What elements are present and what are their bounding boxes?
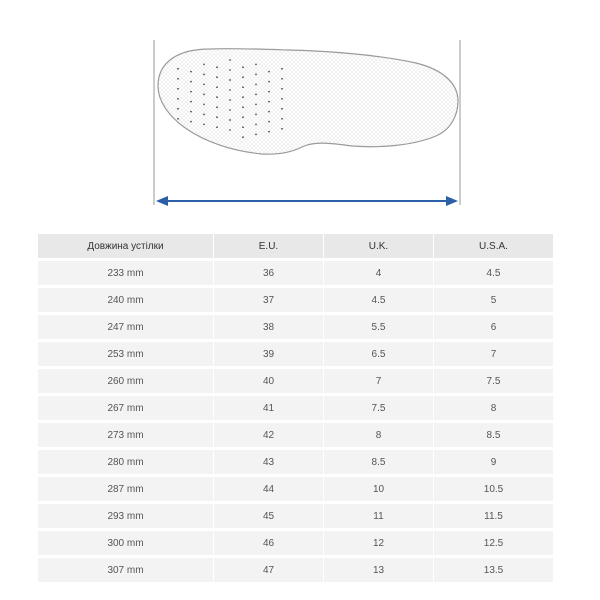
cell-eu: 39 xyxy=(213,342,323,366)
cell-usa: 4.5 xyxy=(433,261,553,285)
table-row xyxy=(38,288,553,312)
cell-usa: 9 xyxy=(433,450,553,474)
cell-eu: 37 xyxy=(213,288,323,312)
cell-uk: 8 xyxy=(323,423,433,447)
cell-insole-length: 267 mm xyxy=(38,396,213,420)
cell-usa: 10.5 xyxy=(433,477,553,501)
cell-eu: 45 xyxy=(213,504,323,528)
header-uk: U.K. xyxy=(323,234,433,258)
cell-usa: 7.5 xyxy=(433,369,553,393)
table-row xyxy=(38,531,553,555)
cell-usa: 5 xyxy=(433,288,553,312)
cell-uk: 7.5 xyxy=(323,396,433,420)
cell-usa: 11.5 xyxy=(433,504,553,528)
cell-usa: 8 xyxy=(433,396,553,420)
cell-eu: 43 xyxy=(213,450,323,474)
table-row xyxy=(38,477,553,501)
cell-usa: 13.5 xyxy=(433,558,553,582)
cell-insole-length: 293 mm xyxy=(38,504,213,528)
cell-uk: 7 xyxy=(323,369,433,393)
cell-insole-length: 273 mm xyxy=(38,423,213,447)
cell-eu: 41 xyxy=(213,396,323,420)
cell-insole-length: 287 mm xyxy=(38,477,213,501)
table-row xyxy=(38,315,553,339)
cell-uk: 10 xyxy=(323,477,433,501)
header-insole-length: Довжина устілки xyxy=(38,234,213,258)
cell-eu: 46 xyxy=(213,531,323,555)
cell-usa: 12.5 xyxy=(433,531,553,555)
table-row xyxy=(38,423,553,447)
cell-insole-length: 280 mm xyxy=(38,450,213,474)
insole-icon xyxy=(158,49,458,155)
table-row xyxy=(38,504,553,528)
insole-illustration xyxy=(0,0,600,220)
cell-eu: 38 xyxy=(213,315,323,339)
cell-eu: 36 xyxy=(213,261,323,285)
cell-uk: 13 xyxy=(323,558,433,582)
cell-eu: 44 xyxy=(213,477,323,501)
cell-eu: 40 xyxy=(213,369,323,393)
table-row xyxy=(38,369,553,393)
cell-insole-length: 307 mm xyxy=(38,558,213,582)
length-arrow-icon xyxy=(156,196,458,206)
cell-usa: 6 xyxy=(433,315,553,339)
cell-insole-length: 300 mm xyxy=(38,531,213,555)
header-usa: U.S.A. xyxy=(433,234,553,258)
cell-insole-length: 253 mm xyxy=(38,342,213,366)
cell-eu: 42 xyxy=(213,423,323,447)
table-header-row xyxy=(38,234,553,258)
cell-eu: 47 xyxy=(213,558,323,582)
table-row xyxy=(38,396,553,420)
cell-uk: 12 xyxy=(323,531,433,555)
cell-usa: 7 xyxy=(433,342,553,366)
header-eu: E.U. xyxy=(213,234,323,258)
cell-uk: 5.5 xyxy=(323,315,433,339)
cell-uk: 8.5 xyxy=(323,450,433,474)
cell-insole-length: 240 mm xyxy=(38,288,213,312)
cell-uk: 4 xyxy=(323,261,433,285)
cell-usa: 8.5 xyxy=(433,423,553,447)
table-row xyxy=(38,558,553,582)
cell-uk: 4.5 xyxy=(323,288,433,312)
table-row xyxy=(38,261,553,285)
cell-insole-length: 233 mm xyxy=(38,261,213,285)
cell-insole-length: 247 mm xyxy=(38,315,213,339)
table-row xyxy=(38,342,553,366)
cell-uk: 6.5 xyxy=(323,342,433,366)
cell-insole-length: 260 mm xyxy=(38,369,213,393)
cell-uk: 11 xyxy=(323,504,433,528)
size-table xyxy=(38,231,553,585)
table-row xyxy=(38,450,553,474)
